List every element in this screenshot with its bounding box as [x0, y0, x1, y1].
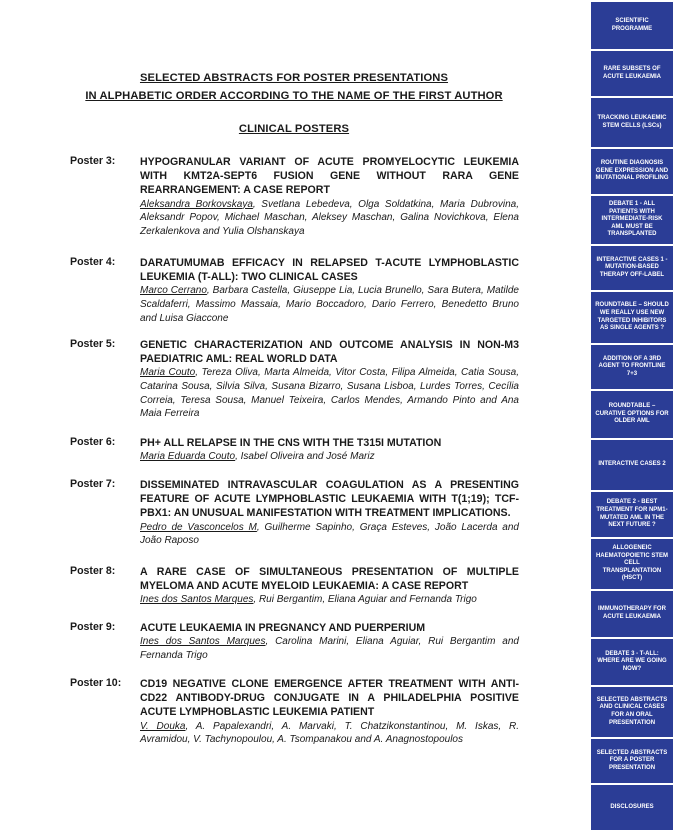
poster-title: PH+ ALL RELAPSE IN THE CNS WITH THE T315I MUTATION	[140, 437, 442, 449]
first-author: Maria Eduarda Couto	[140, 451, 236, 463]
nav-third-agent-frontline[interactable]: ADDITION OF A 3RD AGENT TO FRONTLINE 7+3	[591, 345, 673, 389]
nav-poster-presentation-abstracts[interactable]: SELECTED ABSTRACTS FOR A POSTER PRESENTATION	[591, 739, 673, 783]
poster-authors	[140, 635, 519, 662]
nav-tracking-lscs[interactable]: TRACKING LEUKAEMIC STEM CELLS (LSCs)	[591, 98, 673, 147]
co-authors: , Carolina Marini, Eliana Aguiar, Rui Bergantim and Fernanda Trigo	[140, 636, 519, 661]
poster-title: HYPOGRANULAR VARIANT OF ACUTE PROMYELOCYTIC LEUKEMIA WITH KMT2A-SEPT6 FUSION GENE WITHOUT RARA GENE REARRANGEMENT: A CASE REPORT	[140, 156, 519, 197]
nav-oral-presentation-abstracts[interactable]: SELECTED ABSTRACTS AND CLINICAL CASES FOR AN ORAL PRESENTATION	[591, 687, 673, 737]
co-authors: , Isabel Oliveira and José Mariz	[235, 451, 375, 463]
poster-authors	[140, 284, 519, 325]
first-author: Marco Cerrano	[140, 285, 207, 297]
nav-interactive-cases-2[interactable]: INTERACTIVE CASES 2	[591, 440, 673, 490]
page-title: SELECTED ABSTRACTS FOR POSTER PRESENTATIONS	[139, 72, 449, 84]
nav-allogeneic-hsct[interactable]: ALLOGENEIC HAEMATOPOIETIC STEM CELL TRANSPLANTATION (HSCT)	[591, 539, 673, 589]
poster-label: Poster 8:	[70, 565, 116, 577]
poster-label: Poster 10:	[70, 677, 122, 689]
nav-debate-3[interactable]: DEBATE 3 - T-ALL: WHERE ARE WE GOING NOW?	[591, 639, 673, 685]
poster-label: Poster 3:	[70, 155, 116, 167]
first-author: Pedro de Vasconcelos M	[140, 521, 257, 533]
poster-label: Poster 6:	[70, 436, 116, 448]
co-authors: , Guilherme Sapinho, Graça Esteves, João Lacerda and João Raposo	[140, 521, 519, 547]
poster-title: DARATUMUMAB EFFICACY IN RELAPSED T-ACUTE LYMPHOBLASTIC LEUKEMIA (T-ALL): TWO CLINICAL CASES	[140, 257, 519, 284]
nav-roundtable-older-aml[interactable]: ROUNDTABLE – CURATIVE OPTIONS FOR OLDER AML	[591, 391, 673, 438]
nav-roundtable-targeted-inhibitors[interactable]: ROUNDTABLE – SHOULD WE REALLY USE NEW TARGETED INHIBITORS AS SINGLE AGENTS ?	[591, 292, 673, 343]
poster-authors	[140, 198, 519, 239]
nav-routine-diagnosis[interactable]: ROUTINE DIAGNOSIS GENE EXPRESSION AND MUTATIONAL PROFILING	[591, 149, 673, 194]
first-author: Maria Couto	[140, 367, 196, 379]
poster-label: Poster 4:	[70, 256, 116, 268]
co-authors: , Tereza Oliva, Marta Almeida, Vitor Costa, Filipa Almeida, Catia Sousa, Catarina Sousa, Silvia Silva, Susana Bizarro, Susana Lisboa, Lurdes Torres, Cecília Correia, Teresa Sousa, Manuel Teixeira, Carlos Mendes, Armando Pinto and Ana Maia Ferreira	[140, 367, 519, 420]
page-subtitle: IN ALPHABETIC ORDER ACCORDING TO THE NAME OF THE FIRST AUTHOR	[85, 90, 503, 102]
poster-title: DISSEMINATED INTRAVASCULAR COAGULATION AS A PRESENTING FEATURE OF ACUTE LYMPHOBLASTIC LEUKAEMIA WITH T(1;19); TCF-PBX1: AN UNUSUAL MANIFESTATION WITH TREATMENT IMPLICATIONS.	[140, 479, 519, 520]
nav-rare-subsets[interactable]: RARE SUBSETS OF ACUTE LEUKAEMIA	[591, 51, 673, 96]
poster-label: Poster 7:	[70, 478, 116, 490]
poster-authors	[140, 366, 519, 420]
nav-interactive-cases-1[interactable]: INTERACTIVE CASES 1 - MUTATION-BASED THERAPY OFF-LABEL	[591, 246, 673, 290]
poster-label: Poster 9:	[70, 621, 116, 633]
section-title: CLINICAL POSTERS	[238, 123, 350, 135]
nav-debate-1[interactable]: DEBATE 1 - ALL PATIENTS WITH INTERMEDIATE-RISK AML MUST BE TRANSPLANTED	[591, 196, 673, 244]
nav-immunotherapy[interactable]: IMMUNOTHERAPY FOR ACUTE LEUKAEMIA	[591, 591, 673, 637]
poster-title: A RARE CASE OF SIMULTANEOUS PRESENTATION OF MULTIPLE MYELOMA AND ACUTE MYELOID LEUKAEMIA: A CASE REPORT	[140, 566, 519, 593]
poster-authors	[140, 450, 519, 464]
nav-debate-2[interactable]: DEBATE 2 - BEST TREATMENT FOR NPM1-MUTATED AML IN THE NEXT FUTURE ?	[591, 492, 673, 537]
co-authors: , A. Papalexandri, A. Marvaki, T. Chatzikonstantinou, M. Iskas, R. Avramidou, V. Tachynopoulou, A. Tsompanakou and A. Anagnostopoulos	[140, 720, 520, 746]
first-author: Ines dos Santos Marques	[140, 636, 266, 648]
poster-label: Poster 5:	[70, 338, 116, 350]
first-author: Ines dos Santos Marques	[140, 594, 254, 606]
poster-title: CD19 NEGATIVE CLONE EMERGENCE AFTER TREATMENT WITH ANTI-CD22 ANTIBODY-DRUG CONJUGATE IN A PHILADELPHIA POSITIVE ACUTE LYMPHOBLASTIC LEUKEMIA PATIENT	[140, 678, 519, 719]
first-author: V. Douka	[140, 720, 186, 732]
co-authors: , Rui Bergantim, Eliana Aguiar and Fernanda Trigo	[253, 594, 477, 606]
poster-authors	[140, 521, 519, 548]
co-authors: , Barbara Castella, Giuseppe Lia, Lucia Brunello, Sara Butera, Matilde Scaldaferri, Massimo Massaia, Mario Boccadoro, Dario Ferrero, Benedetto Bruno and Luisa Giaccone	[140, 285, 519, 324]
co-authors: , Svetlana Lebedeva, Olga Soldatkina, Maria Dubrovina, Aleksandr Popov, Michael Maschan, Aleksey Maschan, Galina Novichkova, Elena Zerkalenkova and Yulia Olshanskaya	[140, 198, 519, 237]
first-author: Aleksandra Borkovskaya	[140, 198, 253, 210]
poster-authors	[140, 720, 519, 747]
nav-scientific-programme[interactable]: SCIENTIFIC PROGRAMME	[591, 2, 673, 49]
poster-title: GENETIC CHARACTERIZATION AND OUTCOME ANALYSIS IN NON-M3 PAEDIATRIC AML: REAL WORLD DATA	[140, 339, 519, 366]
nav-disclosures[interactable]: DISCLOSURES	[591, 785, 673, 830]
navigation-sidebar	[591, 0, 673, 832]
poster-title: ACUTE LEUKAEMIA IN PREGNANCY AND PUERPERIUM	[140, 622, 426, 634]
poster-authors	[140, 593, 519, 607]
